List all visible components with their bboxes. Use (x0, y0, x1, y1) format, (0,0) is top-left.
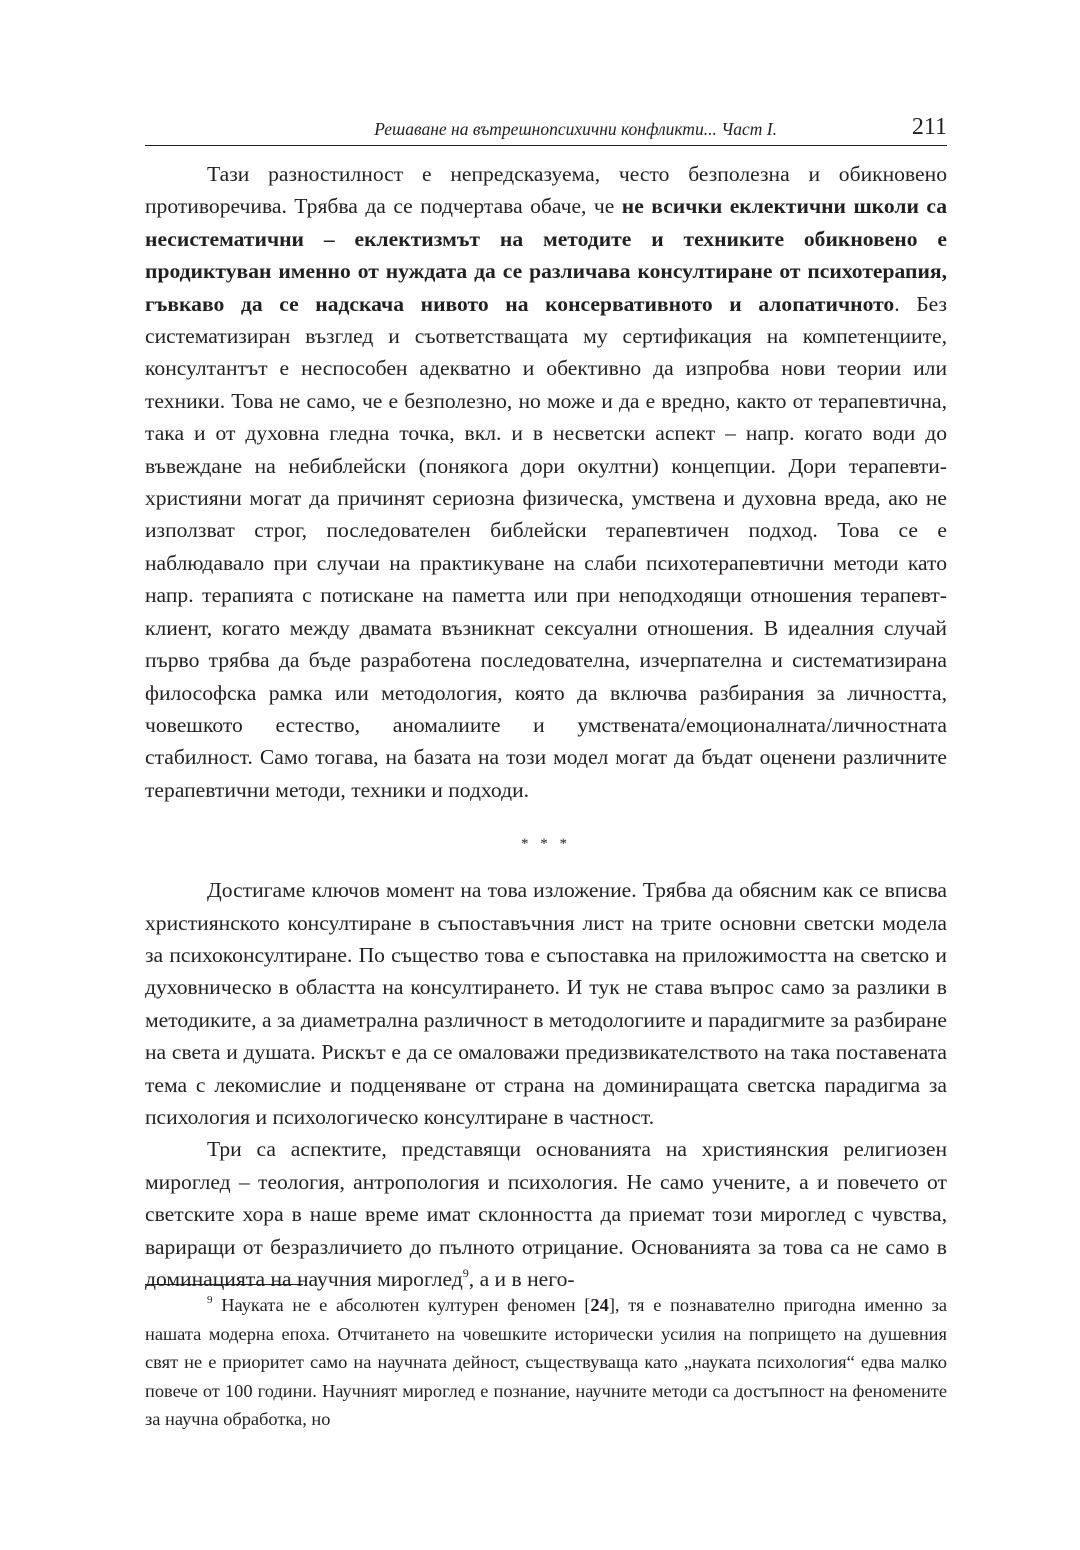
footnote-reference: 9 (462, 1266, 469, 1280)
paragraph-1-rest: . Без систематизиран възглед и съответстващата му сертификация на компетенциите, консултантът е неспособен адекватно и обективно да изпробва нови теории или техники. Това не само, че е безполезно, но може и да е вредно, както от терапевтична, така и от духовна гледна точка, вкл. и в несветски аспект – напр. когато води до въвеждане на небиблейски (понякога дори окултни) концепции. Дори терапевти-християни могат да причинят сериозна физическа, умствена и духовна вреда, ако не използват строг, последователен библейски терапевтичен подход. Това се е наблюдавало при случаи на практикуване на слаби психотерапевтични методи като напр. терапията с потискане на паметта или при неподходящи отношения терапевт-клиент, когато между двамата възникнат сексуални отношения. В идеалния случай първо трябва да бъде разработена последователна, изчерпателна и систематизирана философска рамка или методология, която да включва разбирания за личността, човешкото естество, аномалиите и умствената/емоционалната/личностната стабилност. Само тогава, на базата на този модел могат да бъдат оценени различните терапевтични методи, техники и подходи. (145, 291, 947, 802)
footnote-text-before: Науката не е абсолютен културен феномен [ (212, 1295, 591, 1315)
main-text (145, 158, 947, 1295)
paragraph-3-text: Три са аспектите, представящи основанията на християнския религиозен мироглед – теология, антропология и психология. Не само учените, а и повечето от светските хора в наше време имат склонността да приемат този мироглед с чувства, вариращи от безразличието до пълното отрицание. Основанията за това са не само в доминацията на научния мироглед (145, 1137, 947, 1291)
paragraph-1 (145, 158, 947, 806)
footnote (145, 1291, 947, 1434)
running-title: Решаване на вътрешнопсихични конфликти... Част I. (374, 119, 777, 139)
footnote-citation: 24 (590, 1295, 609, 1315)
paragraph-3-tail: , а и в него- (468, 1267, 575, 1291)
page-number: 211 (911, 114, 947, 140)
paragraph-2: Достигаме ключов момент на това изложение. Трябва да обясним как се вписва християнското консултиране в съпоставъчния лист на трите основни светски модела за психоконсултиране. По същество това е съпоставка на приложимостта на светско и духовническо в областта на консултирането. И тук не става въпрос само за разлики в методиките, а за диаметрална различност в методологиите и парадигмите за разбиране на света и душата. Рискът е да се омаловажи предизвикателството на така поставената тема с лекомислие и подценяване от страна на доминиращата светска парадигма за психология и психологическо консултиране в частност. (145, 878, 947, 1129)
footnote-marker: 9 (207, 1294, 213, 1306)
paragraph-1-intro: Тази разностилност е непредсказуема, често безполезна и обикновено противоречива. Трябва да се подчертава обаче, че (145, 162, 947, 219)
paragraph-3 (145, 1133, 947, 1295)
footnote-divider (145, 1284, 303, 1285)
paragraph-1-bold: не всички еклектични школи са несистематични – еклектизмът на методите и техниките обикновено е продиктуван именно от нуждата да се различава консултиране от психотерапия, гъвкаво да се надскача нивото на консервативното и алопатичното (145, 194, 947, 316)
section-separator: * * * (521, 836, 571, 853)
running-header (145, 113, 947, 146)
footnote-text-after: ], тя е познавателно пригодна именно за нашата модерна епоха. Отчитането на човешките исторически усилия на попрището на душевния свят не е приоритет само на научната дейност, съществуваща като „науката психология“ едва малко повече от 100 години. Научният мироглед е познание, научните методи са достъпност на феномените за научна обработка, но (145, 1295, 947, 1429)
